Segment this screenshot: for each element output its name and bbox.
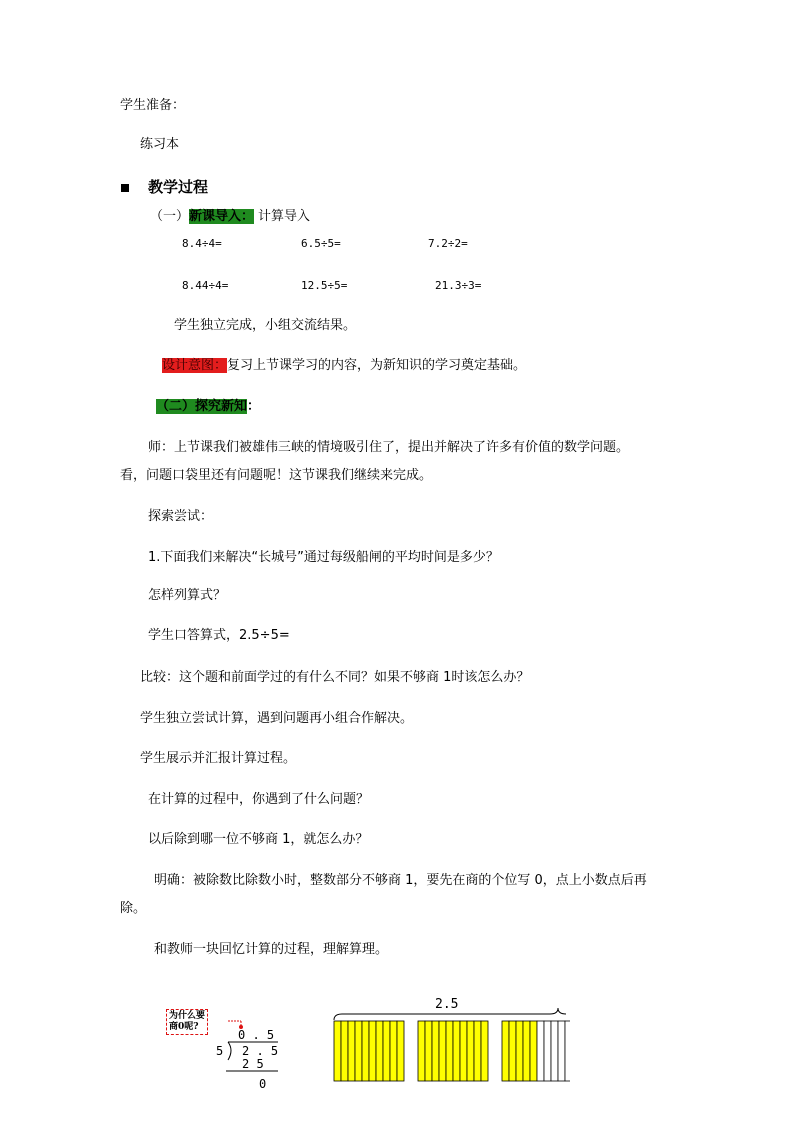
filled-tenth <box>453 1021 460 1081</box>
filled-tenth <box>467 1021 474 1081</box>
bar-label: 2.5 <box>435 997 459 1012</box>
paragraph-line: 师：上节课我们被雄伟三峡的情境吸引住了，提出并解决了许多有价值的数学问题。 <box>148 440 630 455</box>
recall-text: 和教师一块回忆计算的过程，理解算理。 <box>154 942 389 957</box>
equation: 21.3÷3= <box>435 279 482 292</box>
empty-tenth <box>558 1021 565 1081</box>
filled-tenth <box>348 1021 355 1081</box>
paragraph-line: 看，问题口袋里还有问题呢！这节课我们继续来完成。 <box>120 468 433 483</box>
dividend: 2 . 5 <box>242 1044 279 1058</box>
filled-tenth <box>432 1021 439 1081</box>
remainder: 0 <box>259 1077 267 1091</box>
empty-tenth <box>537 1021 544 1081</box>
design-intent <box>162 357 526 375</box>
filled-tenth <box>383 1021 390 1081</box>
filled-tenth <box>397 1021 404 1081</box>
equation: 7.2÷2= <box>428 237 468 250</box>
question-1: 1.下面我们来解决“长城号”通过每级船闸的平均时间是多少？ <box>148 550 499 565</box>
note-arrow <box>228 1015 248 1029</box>
design-intent-text: 复习上节课学习的内容，为新知识的学习奠定基础。 <box>227 358 527 373</box>
filled-tenth <box>418 1021 425 1081</box>
brace-right <box>558 1008 566 1014</box>
part1-title: 计算导入 <box>258 209 311 224</box>
filled-tenth <box>530 1021 537 1081</box>
filled-tenth <box>523 1021 530 1081</box>
filled-tenth <box>516 1021 523 1081</box>
filled-tenth <box>502 1021 509 1081</box>
part2-colon: ： <box>247 399 261 414</box>
part1-label: 新课导入： <box>189 209 255 224</box>
filled-tenth <box>376 1021 383 1081</box>
decimal-blocks <box>330 1008 570 1088</box>
section-bullet <box>121 184 129 192</box>
filled-tenth <box>446 1021 453 1081</box>
question-how: 怎样列算式？ <box>148 588 227 603</box>
clarify-line: 除。 <box>120 901 147 916</box>
filled-tenth <box>425 1021 432 1081</box>
block-group <box>334 1021 570 1081</box>
equation: 12.5÷5= <box>301 279 348 292</box>
equation: 8.4÷4= <box>182 237 222 250</box>
quotient: 0 . 5 <box>238 1028 275 1042</box>
later-text: 以后除到哪一位不够商 1，就怎么办？ <box>148 832 369 847</box>
student-answer: 学生口答算式，2.5÷5= <box>148 628 290 643</box>
show-text: 学生展示并汇报计算过程。 <box>140 751 297 766</box>
part1-note: 学生独立完成，小组交流结果。 <box>174 318 357 333</box>
filled-tenth <box>355 1021 362 1081</box>
filled-tenth <box>390 1021 397 1081</box>
empty-tenth <box>565 1021 570 1081</box>
try-text: 学生独立尝试计算，遇到问题再小组合作解决。 <box>140 711 414 726</box>
divisor: 5 <box>216 1044 224 1058</box>
why-zero-note <box>166 1009 208 1035</box>
product: 2 5 <box>242 1057 264 1071</box>
equation: 8.44÷4= <box>182 279 229 292</box>
prep-item: 练习本 <box>140 137 180 152</box>
empty-tenth <box>544 1021 551 1081</box>
filled-tenth <box>362 1021 369 1081</box>
part2-label: （二）探究新知 <box>156 399 248 414</box>
section-title: 教学过程 <box>148 178 209 196</box>
problem-text: 在计算的过程中，你遇到了什么问题？ <box>148 792 370 807</box>
brace-left <box>334 1008 558 1020</box>
prep-heading: 学生准备： <box>120 98 186 113</box>
filled-tenth <box>460 1021 467 1081</box>
empty-tenth <box>551 1021 558 1081</box>
part1-heading <box>150 208 310 226</box>
filled-tenth <box>509 1021 516 1081</box>
clarify-line: 明确：被除数比除数小时，整数部分不够商 1，要先在商的个位写 0，点上小数点后再 <box>154 873 647 888</box>
design-intent-label: 设计意图： <box>162 358 228 373</box>
filled-tenth <box>439 1021 446 1081</box>
filled-tenth <box>369 1021 376 1081</box>
equation: 6.5÷5= <box>301 237 341 250</box>
filled-tenth <box>334 1021 341 1081</box>
part1-prefix: （一） <box>150 209 190 224</box>
filled-tenth <box>481 1021 488 1081</box>
explore-heading: 探索尝试： <box>148 509 214 524</box>
filled-tenth <box>474 1021 481 1081</box>
note-line: 为什么要 <box>169 1011 206 1021</box>
compare-text: 比较：这个题和前面学过的有什么不同？如果不够商 1时该怎么办？ <box>140 670 530 685</box>
part2-heading <box>156 398 260 416</box>
filled-tenth <box>341 1021 348 1081</box>
note-line: 商0呢? <box>169 1022 199 1032</box>
